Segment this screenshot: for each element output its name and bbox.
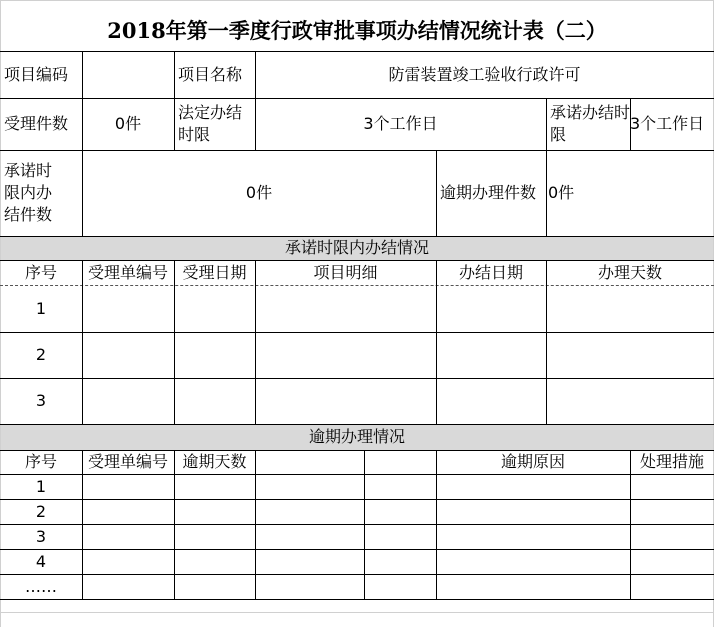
legal-time-limit-value[interactable]: 3个工作日 — [363, 114, 438, 133]
s2-header-blank-b — [364, 450, 436, 474]
project-code-value[interactable] — [82, 52, 174, 98]
within-limit-count-value[interactable]: 0件 — [245, 183, 273, 202]
s2-header-blank-a — [255, 450, 364, 474]
accepted-count-label: 受理件数 — [4, 114, 69, 133]
promised-time-limit-value[interactable]: 3个工作日 — [630, 114, 705, 133]
overdue-count-value[interactable]: 0件 — [548, 183, 575, 202]
s2-header-index: 序号 — [24, 452, 57, 471]
s1-header-detail: 项目明细 — [313, 263, 378, 282]
s1-header-days: 办理天数 — [597, 263, 662, 282]
promised-time-limit-label: 承诺办结时限 — [550, 103, 630, 144]
s1-row-index: 3 — [35, 391, 47, 410]
s2-header-measures: 处理措施 — [639, 452, 704, 471]
section-within-limit-title: 承诺时限内办结情况 — [0, 236, 714, 260]
accepted-count-value[interactable]: 0件 — [114, 114, 142, 133]
s1-row-index: 2 — [35, 345, 47, 364]
sheet-title: 2018年第一季度行政审批事项办结情况统计表（二） — [107, 18, 607, 43]
section-overdue-title: 逾期办理情况 — [0, 424, 714, 450]
s2-header-overdue-reason: 逾期原因 — [500, 452, 565, 471]
s2-row-index: 2 — [35, 501, 47, 521]
within-limit-count-label: 承诺时限内办结件数 — [4, 161, 53, 224]
legal-time-limit-label: 法定办结时限 — [178, 103, 243, 144]
s2-row-index: 1 — [35, 476, 47, 496]
overdue-count-label: 逾期办理件数 — [440, 183, 537, 202]
s1-header-accept-date: 受理日期 — [182, 263, 247, 282]
s2-header-receipt-no: 受理单编号 — [87, 452, 168, 471]
project-name-label: 项目名称 — [178, 65, 243, 84]
s2-header-overdue-days: 逾期天数 — [182, 452, 247, 471]
s1-header-complete-date: 办结日期 — [458, 263, 523, 282]
s1-header-receipt-no: 受理单编号 — [87, 263, 168, 282]
project-code-label: 项目编码 — [4, 65, 69, 84]
s2-row-index: 4 — [35, 551, 47, 571]
project-name-value[interactable]: 防雷装置竣工验收行政许可 — [388, 65, 581, 84]
s2-row-index: …… — [25, 576, 57, 596]
s1-row-index: 1 — [35, 299, 47, 318]
s2-row-index: 3 — [35, 526, 47, 546]
s1-header-index: 序号 — [24, 263, 57, 282]
